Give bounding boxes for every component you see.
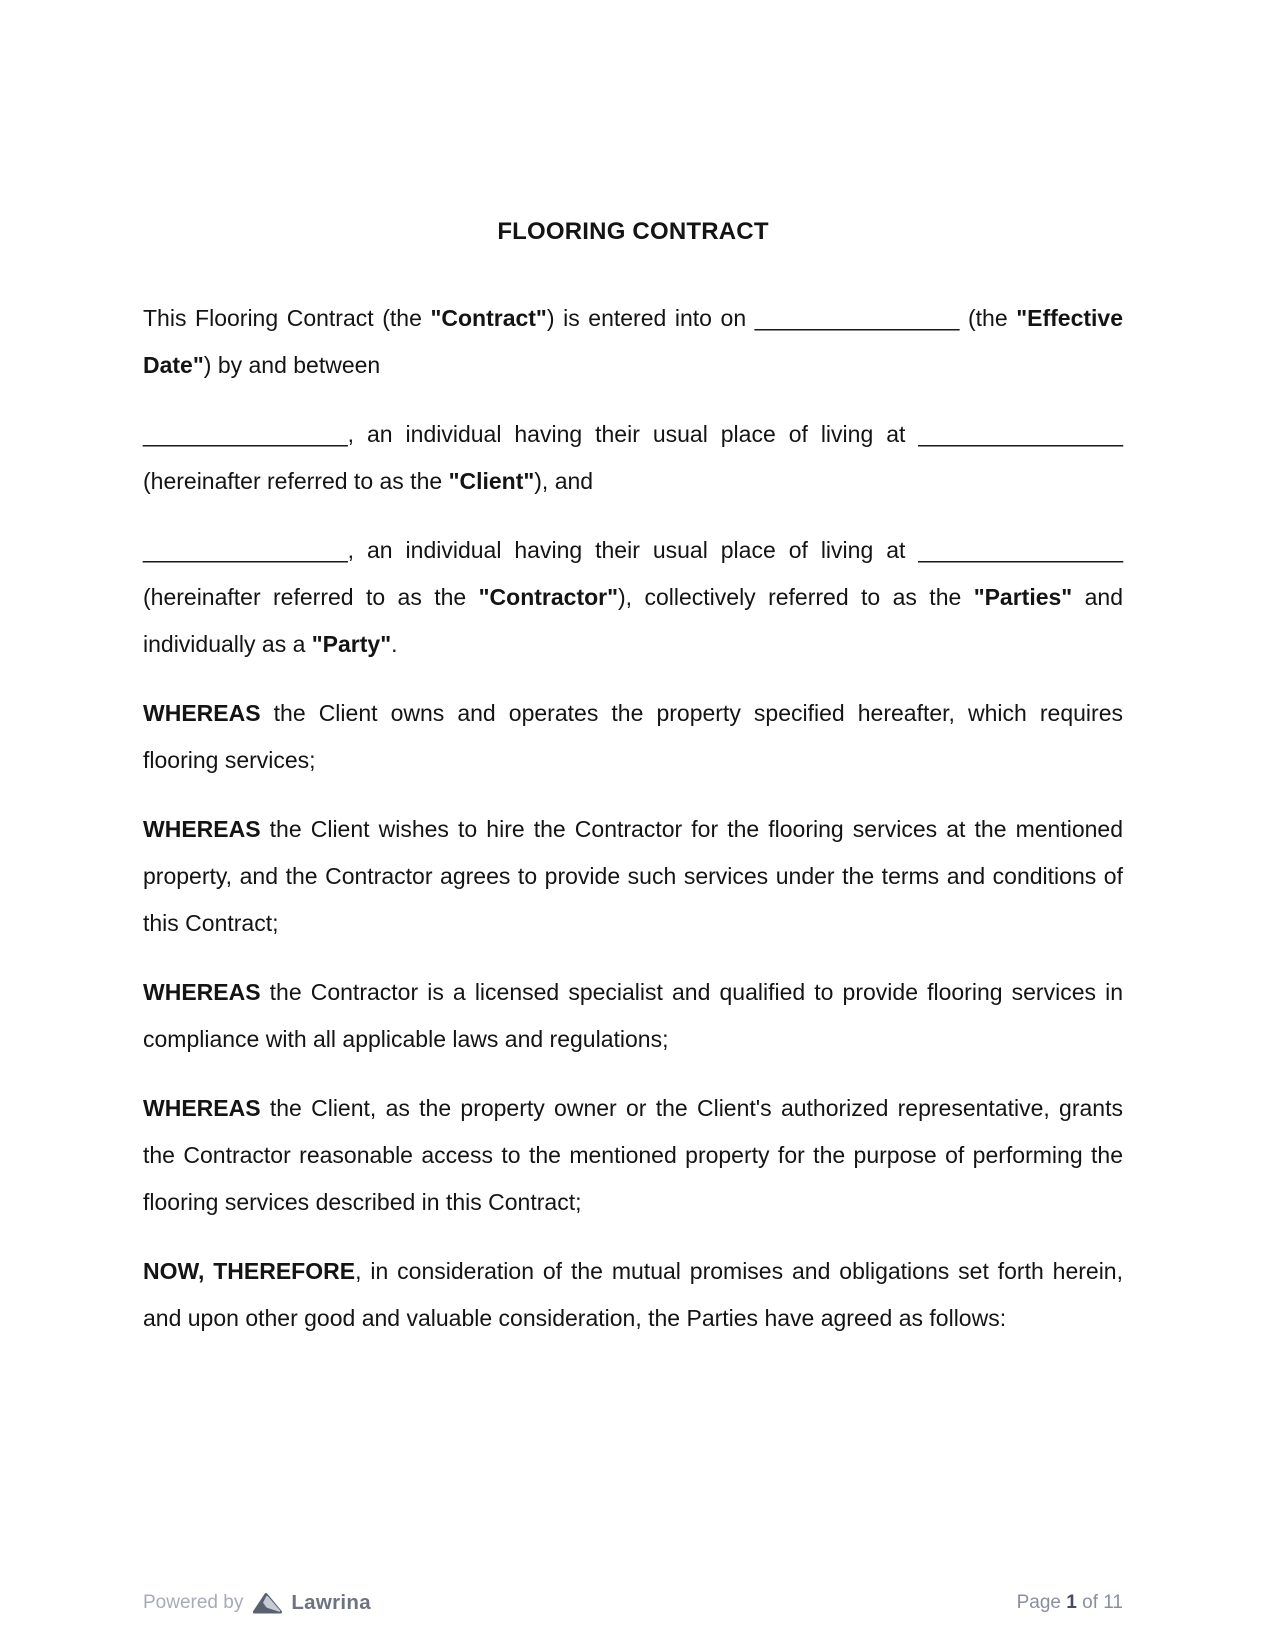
paragraph-text: ________________, an individual having their usual place of living at ________________ (hereinafter referred to as the: [143, 421, 1123, 494]
lawrina-wordmark: Lawrina: [291, 1591, 371, 1614]
paragraph-text: the Client wishes to hire the Contractor for the flooring services at the mentioned property, and the Contractor agrees to provide such services under the terms and conditions of this Contract;: [143, 816, 1123, 936]
paragraph-text-bold: WHEREAS: [143, 700, 261, 726]
page-label: Page: [1016, 1592, 1061, 1613]
document-body: [143, 295, 1123, 1342]
paragraph: [143, 1085, 1123, 1226]
paragraph: [143, 527, 1123, 668]
lawrina-logo-icon: [252, 1592, 282, 1614]
paragraph-text-bold: WHEREAS: [143, 816, 261, 842]
paragraph-text-bold: WHEREAS: [143, 1095, 261, 1121]
paragraph-text-bold: "Parties": [973, 584, 1073, 610]
paragraph: [143, 806, 1123, 947]
paragraph: [143, 295, 1123, 389]
page-number: 1: [1066, 1592, 1077, 1613]
powered-by-label: Powered by: [143, 1592, 244, 1613]
paragraph-text: the Contractor is a licensed specialist and qualified to provide flooring services in compliance with all applicable laws and regulations;: [143, 979, 1123, 1052]
page-total: of 11: [1082, 1592, 1123, 1613]
powered-by: [143, 1590, 371, 1616]
paragraph-text-bold: WHEREAS: [143, 979, 261, 1005]
paragraph-text-bold: "Party": [311, 631, 392, 657]
paragraph-text: ) by and between: [203, 352, 381, 378]
paragraph-text-bold: "Effective Date": [143, 305, 1123, 378]
paragraph-text: This Flooring Contract (the: [143, 305, 431, 331]
paragraph-text-bold: "Contractor": [478, 584, 619, 610]
page-footer: [143, 1590, 1123, 1616]
paragraph-text: .: [391, 631, 398, 657]
paragraph-text: ________________, an individual having their usual place of living at ________________ (hereinafter referred to as the: [143, 537, 1123, 610]
paragraph-text: the Client, as the property owner or the Client's authorized representative, grants the Contractor reasonable access to the mentioned property for the purpose of performing the flooring services described in this Contract;: [143, 1095, 1123, 1215]
paragraph-text: the Client owns and operates the property specified hereafter, which requires flooring services;: [143, 700, 1123, 773]
paragraph: [143, 969, 1123, 1063]
paragraph-text: and individually as a: [143, 584, 1123, 657]
paragraph-text-bold: "Contract": [430, 305, 547, 331]
page-indicator: [1017, 1590, 1123, 1616]
paragraph-text: ) is entered into on ________________ (the: [546, 305, 1017, 331]
paragraph-text-bold: "Client": [448, 468, 535, 494]
paragraph-text: ), collectively referred to as the: [618, 584, 974, 610]
paragraph: [143, 690, 1123, 784]
paragraph-text: ), and: [534, 468, 594, 494]
paragraph: [143, 1248, 1123, 1342]
page-title: FLOORING CONTRACT: [497, 218, 769, 245]
paragraph-text-bold: NOW, THEREFORE: [143, 1258, 356, 1284]
paragraph: [143, 411, 1123, 505]
paragraph-text: , in consideration of the mutual promises and obligations set forth herein, and upon other good and valuable consideration, the Parties have agreed as follows:: [143, 1258, 1123, 1331]
